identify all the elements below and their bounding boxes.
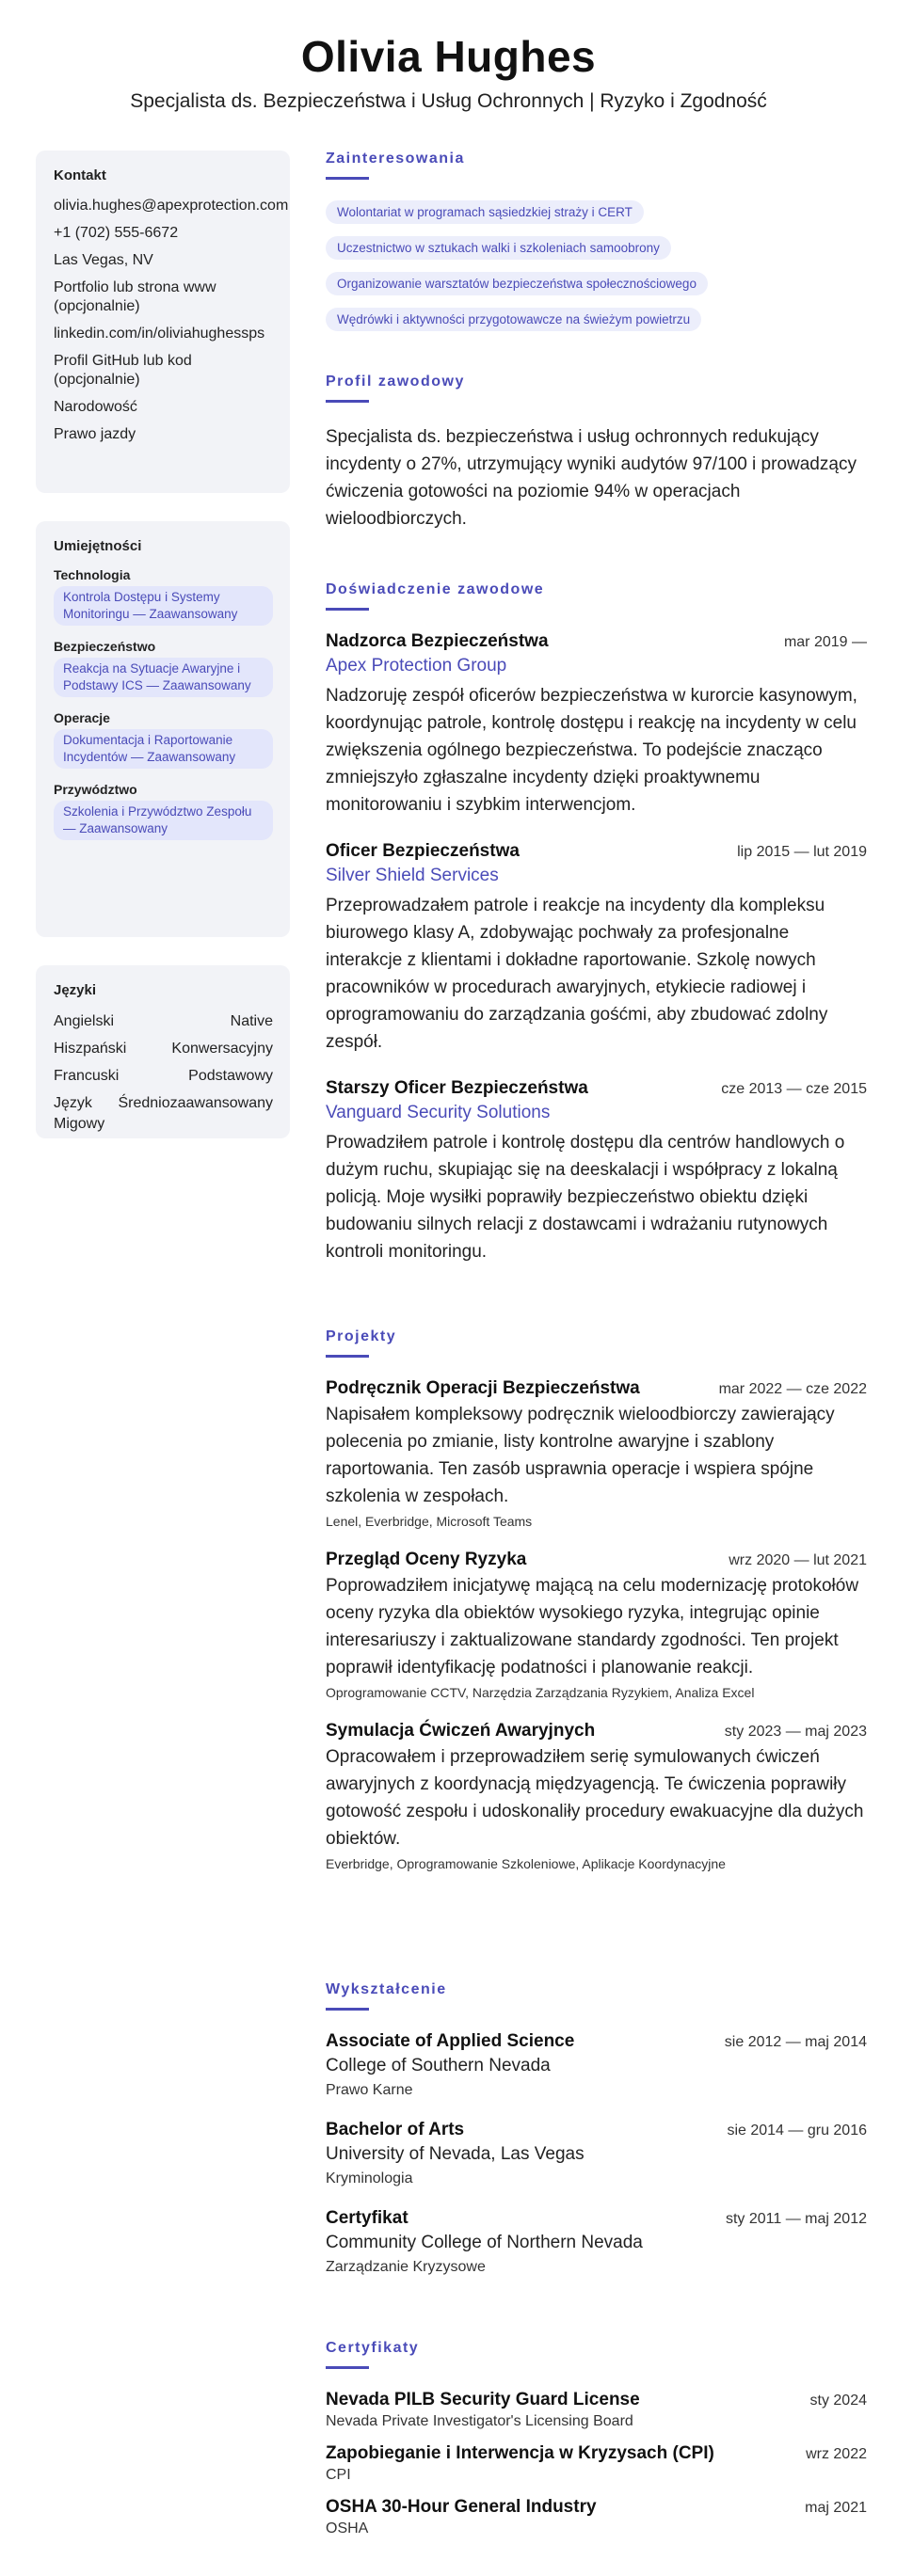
contact-github[interactable]: Profil GitHub lub kod (opcjonalnie): [54, 353, 192, 388]
certificate-name: OSHA 30-Hour General Industry: [326, 2497, 597, 2517]
skill-group: [54, 782, 273, 840]
job-title: Starszy Oficer Bezpieczeństwa: [326, 1078, 588, 1098]
section-divider: [326, 400, 369, 403]
job-description: Przeprowadzałem patrole i reakcje na incydenty dla kompleksu biurowego klasy A, zdobywając pochwały za profesjonalne interakcje z klientami i dokładne raportowanie. Szkolę nowych pracowników w procedurach awaryjnych, etykiecie radiowej i oprogramowaniu do zarządzania gośćmi, aby zbudować zdolny zespół.: [326, 896, 828, 1052]
experience-heading: Doświadczenie zawodowe: [326, 581, 545, 597]
skills-heading: Umiejętności: [54, 538, 142, 554]
certificate-entry: [326, 2497, 867, 2537]
language-level: Podstawowy: [188, 1068, 273, 1084]
school-name: Community College of Northern Nevada: [326, 2233, 643, 2252]
skill-tag: Reakcja na Sytuacje Awaryjne i Podstawy ICS — Zaawansowany: [54, 658, 273, 697]
language-row: [54, 1066, 273, 1087]
language-name: Hiszpański: [54, 1041, 127, 1057]
projects-section: [326, 1328, 867, 1892]
project-entry: [326, 1378, 867, 1529]
certificate-issuer: OSHA: [326, 2520, 369, 2536]
job-dates: cze 2013 — cze 2015: [721, 1081, 867, 1097]
contact-card: [36, 151, 290, 493]
school-name: College of Southern Nevada: [326, 2056, 551, 2075]
skill-group-name: Operacje: [54, 710, 110, 725]
job-description: Prowadziłem patrole i kontrolę dostępu dla centrów handlowych o dużym ruchu, skupiając się na deeskalacji i współpracy z lokalną policją. Moje wysiłki poprawiły bezpieczeństwo obiektu dzięki budowaniu silnych relacji z dostawcami i wdrażaniu rutynowych kontroli monitoringu.: [326, 1133, 845, 1262]
languages-card: [36, 965, 290, 1138]
field-of-study: Kryminologia: [326, 2171, 413, 2186]
job-dates: mar 2019 —: [783, 634, 867, 650]
project-name: Podręcznik Operacji Bezpieczeństwa: [326, 1378, 640, 1398]
certificate-name: Nevada PILB Security Guard License: [326, 2390, 640, 2409]
project-description: Opracowałem i przeprowadziłem serię symulowanych ćwiczeń awaryjnych z koordynacją międzyagencją. Te ćwiczenia poprawiły gotowość zespołu i udoskonaliły procedury ewakuacyjne dla dużych obiektów.: [326, 1747, 864, 1849]
education-entry: [326, 2120, 867, 2187]
skill-tag: Dokumentacja i Raportowanie Incydentów — Zaawansowany: [54, 729, 273, 769]
language-name: Język Migowy: [54, 1095, 105, 1132]
profile-heading: Profil zawodowy: [326, 374, 465, 390]
contact-phone[interactable]: +1 (702) 555-6672: [54, 225, 179, 241]
skills-card: [36, 521, 290, 937]
language-name: Angielski: [54, 1013, 115, 1029]
project-entry: [326, 1550, 867, 1700]
skill-group-name: Przywództwo: [54, 782, 137, 797]
project-dates: sty 2023 — maj 2023: [724, 1724, 867, 1740]
education-entry: [326, 2031, 867, 2099]
job-dates: lip 2015 — lut 2019: [737, 844, 867, 860]
profile-summary: Specjalista ds. bezpieczeństwa i usług ochronnych redukujący incydenty o 27%, utrzymujący wyniki audytów 97/100 i prowadzący ćwiczenia gotowości na poziomie 94% w operacjach wieloodbiorczych.: [326, 427, 857, 529]
certificate-entry: [326, 2390, 867, 2430]
education-dates: sie 2014 — gru 2016: [727, 2123, 867, 2139]
certificates-section: [326, 2340, 867, 2551]
skill-group-name: Bezpieczeństwo: [54, 639, 156, 654]
contact-nationality: Narodowość: [54, 399, 137, 415]
interest-tag: Wędrówki i aktywności przygotowawcze na świeżym powietrzu: [326, 308, 701, 331]
project-name: Przegląd Oceny Ryzyka: [326, 1550, 527, 1569]
skill-group: [54, 567, 273, 626]
interests-section: [326, 151, 867, 343]
skill-tag: Szkolenia i Przywództwo Zespołu — Zaawansowany: [54, 801, 273, 840]
project-description: Napisałem kompleksowy podręcznik wieloodbiorczy zawierający polecenia po zmianie, listy kontrolne awaryjne i szablony raportowania. Ten zasób usprawnia operacje i wspiera spójne szkolenia w zespołach.: [326, 1405, 835, 1506]
job-description: Nadzoruję zespół oficerów bezpieczeństwa w kurorcie kasynowym, koordynując patrole, kontrolę dostępu i reakcję na incydenty w celu zwiększenia ogólnego bezpieczeństwa. To podejście znacząco zmniejszyło zgłaszalne incydenty dzięki proaktywnemu monitorowaniu i szybkim interwencjom.: [326, 686, 857, 815]
language-level: Konwersacyjny: [171, 1041, 273, 1057]
project-technologies: Oprogramowanie CCTV, Narzędzia Zarządzania Ryzykiem, Analiza Excel: [326, 1685, 755, 1700]
interest-tag: Organizowanie warsztatów bezpieczeństwa społecznościowego: [326, 272, 708, 295]
candidate-headline: Specjalista ds. Bezpieczeństwa i Usług Ochronnych | Ryzyko i Zgodność: [130, 90, 767, 112]
experience-entry: [326, 841, 867, 1056]
projects-heading: Projekty: [326, 1328, 397, 1344]
interests-heading: Zainteresowania: [326, 151, 465, 167]
education-entry: [326, 2208, 867, 2276]
education-section: [326, 1981, 867, 2297]
interest-tag: Uczestnictwo w sztukach walki i szkoleniach samoobrony: [326, 236, 671, 260]
project-name: Symulacja Ćwiczeń Awaryjnych: [326, 1721, 596, 1741]
section-divider: [326, 1355, 369, 1358]
contact-email[interactable]: olivia.hughes@apexprotection.com: [54, 198, 289, 214]
certificates-heading: Certyfikaty: [326, 2340, 420, 2356]
project-description: Poprowadziłem inicjatywę mającą na celu modernizację protokołów oceny ryzyka dla obiektów wysokiego ryzyka, integrując opinie interesariuszy i zaktualizowane standardy zgodności. Ten projekt poprawił identyfikację podatności i planowanie reakcji.: [326, 1576, 859, 1678]
section-divider: [326, 2008, 369, 2011]
languages-heading: Języki: [54, 982, 97, 998]
project-dates: mar 2022 — cze 2022: [718, 1381, 867, 1397]
contact-heading: Kontakt: [54, 167, 106, 183]
field-of-study: Prawo Karne: [326, 2082, 413, 2098]
certificate-date: maj 2021: [805, 2500, 867, 2516]
contact-driving-license: Prawo jazdy: [54, 426, 136, 442]
company-name: Apex Protection Group: [326, 656, 507, 676]
language-row: [54, 1011, 273, 1032]
project-technologies: Everbridge, Oprogramowanie Szkoleniowe, Aplikacje Koordynacyjne: [326, 1856, 726, 1871]
certificate-issuer: CPI: [326, 2467, 351, 2483]
certificate-issuer: Nevada Private Investigator's Licensing Board: [326, 2413, 633, 2429]
experience-section: [326, 581, 867, 1288]
language-row: [54, 1039, 273, 1059]
project-entry: [326, 1721, 867, 1871]
project-dates: wrz 2020 — lut 2021: [729, 1552, 867, 1568]
sidebar: [36, 151, 290, 1167]
skill-group-name: Technologia: [54, 567, 131, 582]
school-name: University of Nevada, Las Vegas: [326, 2144, 585, 2164]
skill-group: [54, 710, 273, 769]
education-dates: sie 2012 — maj 2014: [724, 2034, 867, 2050]
language-row: [54, 1093, 273, 1135]
experience-entry: [326, 1078, 867, 1265]
company-name: Vanguard Security Solutions: [326, 1103, 551, 1122]
experience-entry: [326, 631, 867, 819]
degree-name: Associate of Applied Science: [326, 2031, 575, 2051]
language-name: Francuski: [54, 1068, 120, 1084]
section-divider: [326, 2366, 369, 2369]
job-title: Oficer Bezpieczeństwa: [326, 841, 520, 861]
language-level: Średniozaawansowany: [118, 1095, 273, 1111]
skill-group: [54, 639, 273, 697]
language-level: Native: [230, 1013, 273, 1029]
profile-section: [326, 374, 867, 533]
skill-tag: Kontrola Dostępu i Systemy Monitoringu — Zaawansowany: [54, 586, 273, 626]
certificate-date: sty 2024: [809, 2393, 867, 2409]
contact-portfolio[interactable]: Portfolio lub strona www (opcjonalnie): [54, 279, 216, 314]
certificate-name: Zapobieganie i Interwencja w Kryzysach (CPI): [326, 2443, 714, 2463]
degree-name: Bachelor of Arts: [326, 2120, 465, 2139]
contact-linkedin[interactable]: linkedin.com/in/oliviahughessps: [54, 326, 265, 342]
certificate-date: wrz 2022: [806, 2446, 867, 2462]
certificate-entry: [326, 2443, 867, 2484]
job-title: Nadzorca Bezpieczeństwa: [326, 631, 549, 651]
field-of-study: Zarządzanie Kryzysowe: [326, 2259, 486, 2275]
interest-tag: Wolontariat w programach sąsiedzkiej straży i CERT: [326, 200, 644, 224]
resume-header: [0, 30, 897, 113]
company-name: Silver Shield Services: [326, 866, 499, 885]
project-technologies: Lenel, Everbridge, Microsoft Teams: [326, 1514, 533, 1529]
candidate-name: Olivia Hughes: [300, 32, 597, 81]
degree-name: Certyfikat: [326, 2208, 408, 2228]
education-dates: sty 2011 — maj 2012: [725, 2211, 867, 2227]
section-divider: [326, 608, 369, 611]
section-divider: [326, 177, 369, 180]
contact-location: Las Vegas, NV: [54, 252, 153, 268]
education-heading: Wykształcenie: [326, 1981, 447, 1997]
